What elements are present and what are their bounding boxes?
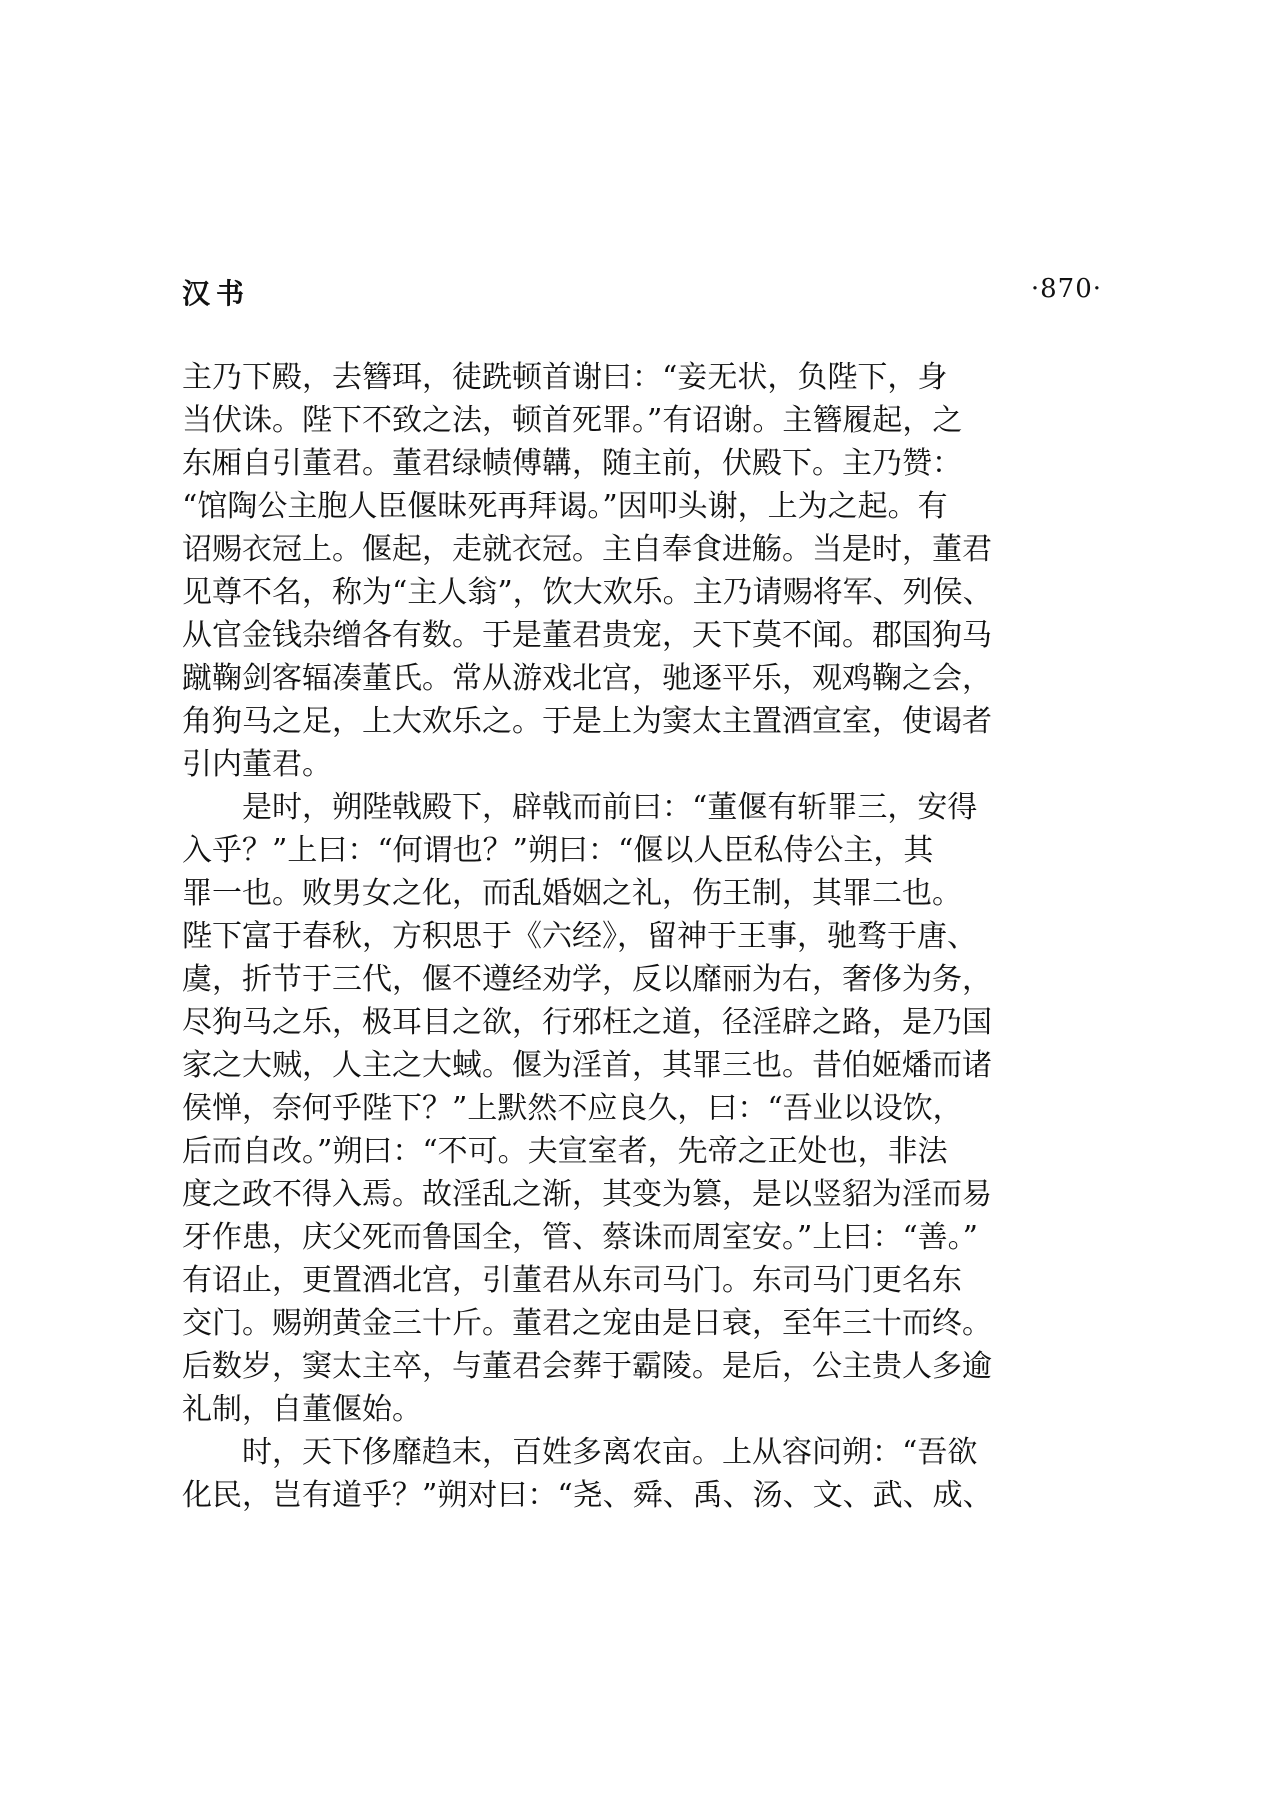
- text-line: 后数岁，窦太主卒，与董君会葬于霸陵。是后，公主贵人多逾: [182, 1349, 992, 1384]
- text-line: 牙作患，庆父死而鲁国全，管、蔡诛而周室安。”上曰：“善。”: [182, 1220, 979, 1255]
- text-line: 家之大贼，人主之大蜮。偃为淫首，其罪三也。昔伯姬燔而诸: [182, 1048, 992, 1083]
- text-line: “馆陶公主胞人臣偃昧死再拜谒。”因叩头谢，上为之起。有: [182, 489, 948, 524]
- text-line: 化民，岂有道乎？”朔对曰：“尧、舜、禹、汤、文、武、成、: [182, 1478, 993, 1513]
- text-line: 引内董君。: [182, 747, 332, 782]
- text-line: 有诏止，更置酒北宫，引董君从东司马门。东司马门更名东: [182, 1263, 962, 1298]
- page-number: ·870·: [1030, 274, 1102, 304]
- body-text: [182, 356, 1102, 1517]
- text-line: 东厢自引董君。董君绿帻傅韝，随主前，伏殿下。主乃赞：: [182, 446, 962, 481]
- text-line: 时，天下侈靡趋末，百姓多离农亩。上从容问朔：“吾欲: [182, 1435, 978, 1470]
- text-line: 见尊不名，称为“主人翁”，饮大欢乐。主乃请赐将军、列侯、: [182, 575, 993, 610]
- book-title: 汉书: [182, 277, 251, 310]
- text-line: 尽狗马之乐，极耳目之欲，行邪枉之道，径淫辟之路，是乃国: [182, 1005, 992, 1040]
- running-header: [182, 272, 1102, 316]
- text-line: 角狗马之足，上大欢乐之。于是上为窦太主置酒宣室，使谒者: [182, 704, 992, 739]
- text-line: 后而自改。”朔曰：“不可。夫宣室者，先帝之正处也，非法: [182, 1134, 948, 1169]
- text-line: 交门。赐朔黄金三十斤。董君之宠由是日衰，至年三十而终。: [182, 1306, 992, 1341]
- text-line: 罪一也。败男女之化，而乱婚姻之礼，伤王制，其罪二也。: [182, 876, 962, 911]
- text-line: 礼制，自董偃始。: [182, 1392, 422, 1427]
- text-line: 诏赐衣冠上。偃起，走就衣冠。主自奉食进觞。当是时，董君: [182, 532, 992, 567]
- text-line: 当伏诛。陛下不致之法，顿首死罪。”有诏谢。主簪履起，之: [182, 403, 963, 438]
- text-line: 主乃下殿，去簪珥，徒跣顿首谢曰：“妾无状，负陛下，身: [182, 360, 948, 395]
- text-line: 虞，折节于三代，偃不遵经劝学，反以靡丽为右，奢侈为务，: [182, 962, 992, 997]
- text-line: 陛下富于春秋，方积思于《六经》，留神于王事，驰骛于唐、: [182, 919, 977, 954]
- text-line: 从官金钱杂缯各有数。于是董君贵宠，天下莫不闻。郡国狗马: [182, 618, 992, 653]
- text-line: 侯惮，奈何乎陛下？”上默然不应良久，曰：“吾业以设饮，: [182, 1091, 963, 1126]
- text-line: 入乎？”上曰：“何谓也？”朔曰：“偃以人臣私侍公主，其: [182, 833, 934, 868]
- text-line: 度之政不得入焉。故淫乱之渐，其变为篡，是以竖貂为淫而易: [182, 1177, 992, 1212]
- text-line: 蹴鞠剑客辐凑董氏。常从游戏北宫，驰逐平乐，观鸡鞠之会，: [182, 661, 992, 696]
- text-line: 是时，朔陛戟殿下，辟戟而前曰：“董偃有斩罪三，安得: [182, 790, 978, 825]
